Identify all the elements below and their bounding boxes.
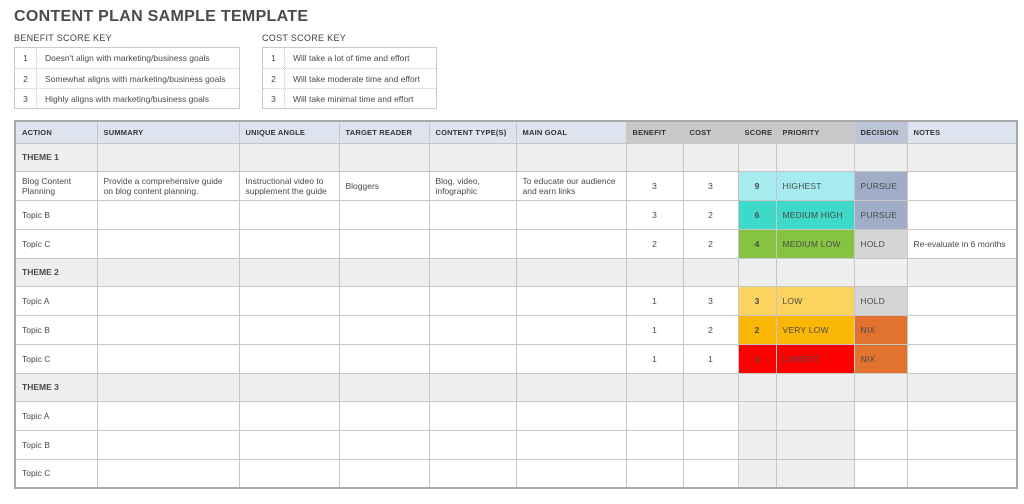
- cost-key-row: [263, 68, 436, 88]
- theme-row-cell[interactable]: [776, 373, 854, 401]
- cell-target-reader[interactable]: [339, 430, 429, 459]
- cell-priority[interactable]: [776, 459, 854, 488]
- cell-summary[interactable]: Provide a comprehensive guide on blog content planning.: [97, 171, 239, 200]
- cell-summary[interactable]: [97, 315, 239, 344]
- column-header-summary: SUMMARY: [97, 121, 239, 143]
- cell-decision[interactable]: NIX: [854, 315, 907, 344]
- theme-row-cell[interactable]: [738, 373, 776, 401]
- cell-priority[interactable]: LOW: [776, 286, 854, 315]
- cell-summary[interactable]: [97, 286, 239, 315]
- theme-row-cell[interactable]: [854, 143, 907, 171]
- cell-notes[interactable]: [907, 459, 1017, 488]
- cell-score[interactable]: [738, 430, 776, 459]
- cell-target-reader[interactable]: [339, 315, 429, 344]
- column-header-notes: NOTES: [907, 121, 1017, 143]
- cell-content-types[interactable]: [429, 344, 516, 373]
- cell-target-reader[interactable]: [339, 459, 429, 488]
- cell-cost[interactable]: 2: [683, 315, 738, 344]
- cell-summary[interactable]: [97, 344, 239, 373]
- theme-row-cell[interactable]: [626, 373, 683, 401]
- cell-score[interactable]: [738, 459, 776, 488]
- cell-target-reader[interactable]: Bloggers: [339, 171, 429, 200]
- table-body: [15, 143, 1017, 488]
- cell-cost[interactable]: 1: [683, 344, 738, 373]
- cost-score-key-label: COST SCORE KEY: [262, 33, 347, 43]
- cell-action[interactable]: Topic B: [15, 315, 97, 344]
- cost-key-score: 1: [263, 48, 285, 68]
- cell-decision[interactable]: HOLD: [854, 229, 907, 258]
- theme-row-cell[interactable]: [339, 373, 429, 401]
- theme-row-cell[interactable]: [907, 373, 1017, 401]
- cell-summary[interactable]: [97, 229, 239, 258]
- cost-key-desc: Will take a lot of time and effort: [293, 53, 410, 63]
- cost-key-desc: Will take minimal time and effort: [293, 93, 414, 104]
- cell-action[interactable]: Topic A: [15, 401, 97, 430]
- cell-action[interactable]: Topic C: [15, 459, 97, 488]
- theme-row-cell[interactable]: [429, 258, 516, 286]
- cell-cost[interactable]: [683, 459, 738, 488]
- cell-action[interactable]: Topic C: [15, 229, 97, 258]
- cell-decision[interactable]: [854, 459, 907, 488]
- score-keys: [14, 33, 1016, 109]
- cell-notes[interactable]: [907, 344, 1017, 373]
- cell-target-reader[interactable]: [339, 200, 429, 229]
- cell-score[interactable]: 2: [738, 315, 776, 344]
- theme-row-cell[interactable]: [339, 143, 429, 171]
- cell-target-reader[interactable]: [339, 344, 429, 373]
- column-header-benefit: BENEFIT: [626, 121, 683, 143]
- cell-main-goal[interactable]: [516, 286, 626, 315]
- cell-notes[interactable]: [907, 401, 1017, 430]
- column-header-decision: DECISION: [854, 121, 907, 143]
- column-header-action: ACTION: [15, 121, 97, 143]
- theme-row-cell[interactable]: [738, 143, 776, 171]
- benefit-key-score: 3: [15, 89, 37, 108]
- cell-cost[interactable]: 3: [683, 171, 738, 200]
- content-plan-table: [14, 120, 1018, 489]
- cell-main-goal[interactable]: [516, 459, 626, 488]
- theme-row-cell[interactable]: [339, 258, 429, 286]
- cost-score-key-table: [262, 47, 437, 109]
- cell-unique-angle[interactable]: [239, 430, 339, 459]
- benefit-key-desc: Doesn't align with marketing/business goals: [45, 53, 210, 63]
- cell-priority[interactable]: MEDIUM HIGH: [776, 200, 854, 229]
- cell-benefit[interactable]: 3: [626, 200, 683, 229]
- column-header-unique-angle: UNIQUE ANGLE: [239, 121, 339, 143]
- cell-decision[interactable]: HOLD: [854, 286, 907, 315]
- cell-target-reader[interactable]: [339, 229, 429, 258]
- cost-key-row: [263, 88, 436, 108]
- cell-content-types[interactable]: [429, 459, 516, 488]
- cell-action[interactable]: Topic C: [15, 344, 97, 373]
- cell-unique-angle[interactable]: [239, 344, 339, 373]
- cell-notes[interactable]: [907, 286, 1017, 315]
- cell-score[interactable]: 6: [738, 200, 776, 229]
- benefit-key-row: [15, 48, 239, 68]
- cell-benefit[interactable]: 1: [626, 315, 683, 344]
- theme-row-cell[interactable]: [429, 373, 516, 401]
- theme-row-cell[interactable]: [683, 373, 738, 401]
- cell-priority[interactable]: [776, 401, 854, 430]
- cell-summary[interactable]: [97, 401, 239, 430]
- cell-decision[interactable]: PURSUE: [854, 200, 907, 229]
- cell-summary[interactable]: [97, 200, 239, 229]
- cell-notes[interactable]: [907, 171, 1017, 200]
- column-header-priority: PRIORITY: [776, 121, 854, 143]
- theme-row-cell[interactable]: [516, 258, 626, 286]
- cell-unique-angle[interactable]: [239, 401, 339, 430]
- cell-decision[interactable]: NIX: [854, 344, 907, 373]
- cell-main-goal[interactable]: To educate our audience and earn links: [516, 171, 626, 200]
- cell-target-reader[interactable]: [339, 286, 429, 315]
- cell-benefit[interactable]: 3: [626, 171, 683, 200]
- cell-action[interactable]: Topic B: [15, 430, 97, 459]
- theme-row-cell[interactable]: [683, 143, 738, 171]
- cell-priority[interactable]: MEDIUM LOW: [776, 229, 854, 258]
- cell-score[interactable]: 4: [738, 229, 776, 258]
- cell-priority[interactable]: VERY LOW: [776, 315, 854, 344]
- cell-main-goal[interactable]: [516, 344, 626, 373]
- theme-row-cell[interactable]: [97, 258, 239, 286]
- cell-summary[interactable]: [97, 459, 239, 488]
- cell-main-goal[interactable]: [516, 401, 626, 430]
- cell-action[interactable]: Topic A: [15, 286, 97, 315]
- cell-unique-angle[interactable]: [239, 286, 339, 315]
- cell-unique-angle[interactable]: [239, 229, 339, 258]
- cell-unique-angle[interactable]: [239, 315, 339, 344]
- cell-decision[interactable]: [854, 430, 907, 459]
- benefit-score-key: [14, 33, 240, 109]
- cell-main-goal[interactable]: [516, 315, 626, 344]
- theme-row-cell[interactable]: [516, 143, 626, 171]
- theme-row-cell[interactable]: [516, 373, 626, 401]
- cost-score-key: [262, 33, 437, 109]
- cell-content-types[interactable]: [429, 401, 516, 430]
- cell-benefit[interactable]: [626, 401, 683, 430]
- cell-unique-angle[interactable]: [239, 459, 339, 488]
- cell-unique-angle[interactable]: Instructional video to supplement the guide: [239, 171, 339, 200]
- cell-benefit[interactable]: [626, 430, 683, 459]
- cell-content-types[interactable]: [429, 315, 516, 344]
- theme-row-label[interactable]: THEME 2: [15, 258, 97, 286]
- cost-key-score: 2: [263, 69, 285, 88]
- cell-score[interactable]: 3: [738, 286, 776, 315]
- theme-row-cell[interactable]: [854, 258, 907, 286]
- cell-notes[interactable]: [907, 200, 1017, 229]
- benefit-key-row: [15, 68, 239, 88]
- theme-row-cell[interactable]: [626, 143, 683, 171]
- cell-notes[interactable]: [907, 430, 1017, 459]
- cell-content-types[interactable]: [429, 286, 516, 315]
- cell-benefit[interactable]: 1: [626, 286, 683, 315]
- theme-row-label[interactable]: THEME 1: [15, 143, 97, 171]
- cell-priority[interactable]: HIGHEST: [776, 171, 854, 200]
- theme-row-cell[interactable]: [97, 143, 239, 171]
- cell-score[interactable]: [738, 401, 776, 430]
- cell-benefit[interactable]: 2: [626, 229, 683, 258]
- theme-row-cell[interactable]: [854, 373, 907, 401]
- cell-decision[interactable]: PURSUE: [854, 171, 907, 200]
- theme-row-cell[interactable]: [776, 258, 854, 286]
- cell-notes[interactable]: Re-evaluate in 6 months: [907, 229, 1017, 258]
- cell-benefit[interactable]: 1: [626, 344, 683, 373]
- theme-row-cell[interactable]: [429, 143, 516, 171]
- cell-target-reader[interactable]: [339, 401, 429, 430]
- theme-row-cell[interactable]: [239, 258, 339, 286]
- cell-priority[interactable]: LOWEST: [776, 344, 854, 373]
- cell-benefit[interactable]: [626, 459, 683, 488]
- cell-score[interactable]: 9: [738, 171, 776, 200]
- cell-content-types[interactable]: [429, 229, 516, 258]
- theme-row-cell[interactable]: [683, 258, 738, 286]
- cell-content-types[interactable]: [429, 430, 516, 459]
- benefit-key-score: 2: [15, 69, 37, 88]
- column-header-score: SCORE: [738, 121, 776, 143]
- benefit-key-desc: Somewhat aligns with marketing/business goals: [45, 73, 226, 84]
- cell-decision[interactable]: [854, 401, 907, 430]
- column-header-content-type-s: CONTENT TYPE(S): [429, 121, 516, 143]
- cost-key-desc: Will take moderate time and effort: [293, 73, 420, 84]
- column-header-target-reader: TARGET READER: [339, 121, 429, 143]
- cell-content-types[interactable]: Blog, video, infographic: [429, 171, 516, 200]
- cell-main-goal[interactable]: [516, 430, 626, 459]
- cell-cost[interactable]: [683, 430, 738, 459]
- cell-action[interactable]: Topic B: [15, 200, 97, 229]
- cell-score[interactable]: 1: [738, 344, 776, 373]
- cell-summary[interactable]: [97, 430, 239, 459]
- theme-row-label[interactable]: THEME 3: [15, 373, 97, 401]
- theme-row-cell[interactable]: [776, 143, 854, 171]
- cell-main-goal[interactable]: [516, 200, 626, 229]
- cell-cost[interactable]: 2: [683, 200, 738, 229]
- cell-cost[interactable]: 2: [683, 229, 738, 258]
- cost-key-score: 3: [263, 89, 285, 108]
- table-header: [15, 121, 1017, 143]
- theme-row-cell[interactable]: [239, 373, 339, 401]
- cost-key-row: [263, 48, 436, 68]
- cell-cost[interactable]: [683, 401, 738, 430]
- benefit-score-key-label: BENEFIT SCORE KEY: [14, 33, 112, 43]
- column-header-main-goal: MAIN GOAL: [516, 121, 626, 143]
- cell-action[interactable]: Blog Content Planning: [15, 171, 97, 200]
- theme-row-cell[interactable]: [97, 373, 239, 401]
- cell-content-types[interactable]: [429, 200, 516, 229]
- benefit-key-score: 1: [15, 48, 37, 68]
- benefit-key-desc: Highly aligns with marketing/business goals: [45, 93, 209, 104]
- cell-cost[interactable]: 3: [683, 286, 738, 315]
- cell-unique-angle[interactable]: [239, 200, 339, 229]
- cell-main-goal[interactable]: [516, 229, 626, 258]
- cell-notes[interactable]: [907, 315, 1017, 344]
- theme-row-cell[interactable]: [907, 258, 1017, 286]
- benefit-key-row: [15, 88, 239, 108]
- theme-row-cell[interactable]: [626, 258, 683, 286]
- page-title: CONTENT PLAN SAMPLE TEMPLATE: [14, 8, 309, 25]
- theme-row-cell[interactable]: [239, 143, 339, 171]
- theme-row-cell[interactable]: [907, 143, 1017, 171]
- column-header-cost: COST: [683, 121, 738, 143]
- cell-priority[interactable]: [776, 430, 854, 459]
- theme-row-cell[interactable]: [738, 258, 776, 286]
- benefit-score-key-table: [14, 47, 240, 109]
